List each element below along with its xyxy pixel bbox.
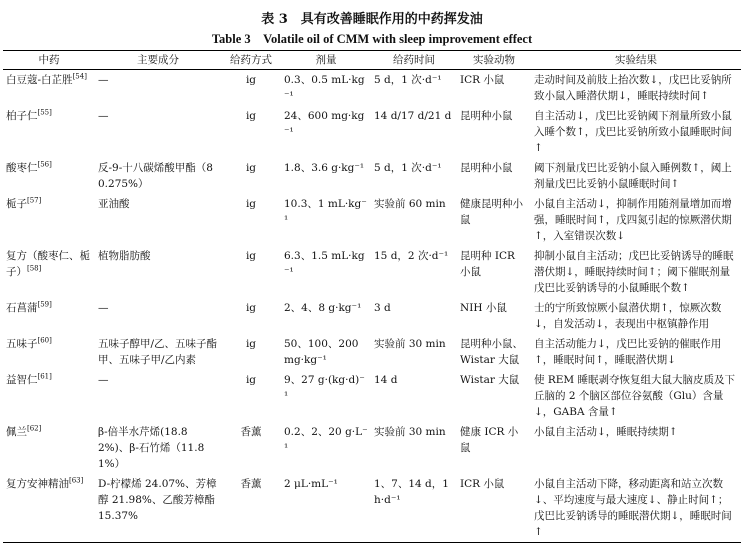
cell-component-text: 植物脂肪酸	[98, 250, 151, 262]
cell-result	[531, 246, 741, 298]
cell-dose	[281, 70, 371, 107]
reference-mark: [55]	[37, 108, 52, 117]
cell-route	[221, 334, 281, 370]
cell-dose	[281, 246, 371, 298]
col-header-dose: 剂量	[281, 51, 371, 70]
herb-name: 石菖蒲	[6, 302, 38, 314]
col-header-result: 实验结果	[531, 51, 741, 70]
cell-dose	[281, 334, 371, 370]
cell-herb	[3, 474, 95, 543]
cell-component	[95, 246, 221, 298]
cell-animal	[457, 106, 531, 158]
cell-animal-text: 健康昆明种小鼠	[460, 198, 523, 226]
table-title-cn: 表 3 具有改善睡眠作用的中药挥发油	[261, 12, 483, 27]
data-table	[3, 50, 741, 543]
cell-dose	[281, 194, 371, 246]
cell-route-text: ig	[245, 74, 257, 86]
cell-animal	[457, 474, 531, 543]
cell-result-text: 抑制小鼠自主活动；戊巴比妥钠诱导的睡眠潜伏期↓，睡眠持续时间↑；阈下催眠剂量戊巴比妥钠诱导的小鼠睡眠个数↑	[534, 250, 734, 294]
cell-component	[95, 158, 221, 194]
herb-name: 栀子	[6, 198, 27, 210]
cell-route-text: 香薰	[240, 426, 262, 438]
cell-animal-text: Wistar 大鼠	[460, 374, 520, 386]
cell-time	[371, 246, 457, 298]
cell-result-text: 自主活动能力↓，戊巴比妥钠的催眠作用↑，睡眠时间↑，睡眠潜伏期↓	[534, 338, 722, 366]
cell-result	[531, 474, 741, 543]
cell-animal-text: 昆明种小鼠	[460, 162, 513, 174]
table-row	[3, 158, 741, 194]
herb-name: 复方安神精油	[6, 478, 69, 490]
cell-herb	[3, 370, 95, 422]
cell-route	[221, 194, 281, 246]
cell-result-text: 阈下剂量戊巴比妥钠小鼠入睡例数↑，阈上剂量戊巴比妥钠小鼠睡眠时间↑	[534, 162, 732, 190]
cell-result-text: 自主活动↓，戊巴比妥钠阈下剂量所致小鼠入睡个数↑，戊巴比妥钠所致小鼠睡眠时间↑	[534, 110, 732, 154]
table-row	[3, 194, 741, 246]
header-row	[3, 51, 741, 70]
cell-time-text: 1、7、14 d，1 h·d⁻¹	[374, 478, 449, 506]
cell-time-text: 14 d/17 d/21 d	[374, 110, 452, 122]
cell-result	[531, 70, 741, 107]
cell-dose	[281, 106, 371, 158]
cell-animal	[457, 158, 531, 194]
cell-time-text: 3 d	[374, 302, 391, 314]
cell-result-text: 士的宁所致惊厥小鼠潜伏期↑，惊厥次数↓，自发活动↓，表现出中枢镇静作用	[534, 302, 722, 330]
cell-dose	[281, 474, 371, 543]
cell-time	[371, 334, 457, 370]
cell-animal-text: ICR 小鼠	[460, 74, 505, 86]
cell-animal-text: 健康 ICR 小鼠	[460, 426, 519, 454]
table-row	[3, 370, 741, 422]
cell-result	[531, 106, 741, 158]
cell-animal-text: ICR 小鼠	[460, 478, 505, 490]
cell-component-text: —	[98, 110, 109, 122]
reference-mark: [61]	[37, 372, 52, 381]
cell-route	[221, 370, 281, 422]
reference-mark: [56]	[37, 160, 52, 169]
cell-time	[371, 70, 457, 107]
cell-result	[531, 298, 741, 334]
reference-mark: [62]	[27, 424, 42, 433]
cell-animal	[457, 246, 531, 298]
reference-mark: [60]	[37, 336, 52, 345]
cell-animal	[457, 194, 531, 246]
cell-animal	[457, 70, 531, 107]
table-row	[3, 70, 741, 107]
cell-animal-text: 昆明种小鼠、Wistar 大鼠	[460, 338, 523, 366]
cell-time-text: 5 d，1 次·d⁻¹	[374, 74, 442, 86]
cell-herb	[3, 422, 95, 474]
herb-name: 佩兰	[6, 426, 27, 438]
cell-route-text: ig	[245, 250, 257, 262]
cell-component-text: β-倍半水芹烯(18.82%)、β-石竹烯（11.81%）	[98, 426, 205, 470]
reference-mark: [59]	[37, 300, 52, 309]
cell-component-text: 反-9-十八碳烯酸甲酯（80.275%）	[98, 162, 213, 190]
cell-animal	[457, 422, 531, 474]
cell-time	[371, 194, 457, 246]
cell-animal	[457, 370, 531, 422]
cell-time	[371, 298, 457, 334]
cell-route-text: ig	[245, 302, 257, 314]
cell-dose-text: 1.8、3.6 g·kg⁻¹	[284, 162, 365, 174]
cell-herb	[3, 246, 95, 298]
cell-result	[531, 334, 741, 370]
cell-route	[221, 246, 281, 298]
cell-component	[95, 474, 221, 543]
cell-animal-text: 昆明种小鼠	[460, 110, 513, 122]
cell-dose	[281, 158, 371, 194]
cell-animal	[457, 334, 531, 370]
table-body	[3, 70, 741, 543]
herb-name: 复方（酸枣仁、栀子）	[6, 250, 90, 278]
cell-component	[95, 422, 221, 474]
cell-result	[531, 370, 741, 422]
cell-component	[95, 334, 221, 370]
reference-mark: [57]	[27, 196, 42, 205]
cell-time-text: 实验前 30 min	[374, 426, 446, 438]
cell-result-text: 使 REM 睡眠剥夺恢复组大鼠大脑皮质及下丘脑的 2 个脑区部位谷氨酸（Glu）含量↓，GABA 含量↑	[534, 374, 735, 418]
cell-result-text: 小鼠自主活动↓，睡眠持续期↑	[534, 426, 678, 438]
herb-name: 柏子仁	[6, 110, 38, 122]
col-header-herb: 中药	[3, 51, 95, 70]
cell-component	[95, 298, 221, 334]
cell-component	[95, 370, 221, 422]
col-header-component: 主要成分	[95, 51, 221, 70]
cell-result-text: 走动时间及前肢上抬次数↓，戊巴比妥钠所致小鼠入睡潜伏期↓，睡眠持续时间↑	[534, 74, 732, 102]
cell-herb	[3, 194, 95, 246]
cell-result	[531, 422, 741, 474]
cell-dose-text: 10.3、1 mL·kg⁻¹	[284, 198, 367, 226]
cell-component-text: 五味子醇甲/乙、五味子酯甲、五味子甲/乙内素	[98, 338, 218, 366]
cell-component	[95, 194, 221, 246]
herb-name: 酸枣仁	[6, 162, 38, 174]
cell-herb	[3, 70, 95, 107]
cell-dose-text: 0.2、2、20 g·L⁻¹	[284, 426, 368, 454]
cell-herb	[3, 106, 95, 158]
cell-time	[371, 474, 457, 543]
cell-animal	[457, 298, 531, 334]
cell-time	[371, 370, 457, 422]
col-header-route: 给药方式	[221, 51, 281, 70]
cell-component-text: —	[98, 74, 109, 86]
cell-route-text: ig	[245, 110, 257, 122]
cell-animal-text: NIH 小鼠	[460, 302, 507, 314]
cell-herb	[3, 334, 95, 370]
cell-result	[531, 194, 741, 246]
cell-dose	[281, 422, 371, 474]
cell-dose-text: 9、27 g·(kg·d)⁻¹	[284, 374, 365, 402]
table-row	[3, 422, 741, 474]
table-row	[3, 106, 741, 158]
cell-dose-text: 50、100、200 mg·kg⁻¹	[284, 338, 359, 366]
cell-route	[221, 474, 281, 543]
cell-animal-text: 昆明种 ICR 小鼠	[460, 250, 515, 278]
herb-name: 五味子	[6, 338, 38, 350]
table-row	[3, 246, 741, 298]
reference-mark: [54]	[72, 72, 87, 81]
herb-name: 白豆蔻-白芷胜	[6, 74, 73, 86]
cell-time	[371, 106, 457, 158]
cell-time-text: 实验前 30 min	[374, 338, 446, 350]
cell-herb	[3, 158, 95, 194]
cell-herb	[3, 298, 95, 334]
cell-route-text: ig	[245, 198, 257, 210]
cell-component-text: D-柠檬烯 24.07%、芳樟醇 21.98%、乙酸芳樟酯 15.37%	[98, 478, 217, 522]
cell-time	[371, 158, 457, 194]
cell-component-text: —	[98, 374, 109, 386]
cell-route	[221, 422, 281, 474]
cell-route	[221, 70, 281, 107]
col-header-time: 给药时间	[371, 51, 457, 70]
cell-dose-text: 24、600 mg·kg⁻¹	[284, 110, 365, 138]
cell-component	[95, 70, 221, 107]
cell-time-text: 5 d，1 次·d⁻¹	[374, 162, 442, 174]
cell-result	[531, 158, 741, 194]
cell-route	[221, 158, 281, 194]
cell-route-text: ig	[245, 338, 257, 350]
table-row	[3, 298, 741, 334]
table-row	[3, 474, 741, 543]
reference-mark: [63]	[69, 476, 84, 485]
cell-route	[221, 106, 281, 158]
cell-dose	[281, 370, 371, 422]
cell-route-text: ig	[245, 374, 257, 386]
cell-dose-text: 6.3、1.5 mL·kg⁻¹	[284, 250, 365, 278]
cell-time-text: 15 d，2 次·d⁻¹	[374, 250, 449, 262]
cell-dose-text: 2、4、8 g·kg⁻¹	[284, 302, 362, 314]
cell-dose	[281, 298, 371, 334]
cell-time-text: 实验前 60 min	[374, 198, 446, 210]
cell-dose-text: 0.3、0.5 mL·kg⁻¹	[284, 74, 365, 102]
herb-name: 益智仁	[6, 374, 38, 386]
cell-route-text: 香薰	[240, 478, 262, 490]
cell-component-text: —	[98, 302, 109, 314]
table-row	[3, 334, 741, 370]
col-header-animal: 实验动物	[457, 51, 531, 70]
cell-time-text: 14 d	[374, 374, 398, 386]
table-title-en: Table 3 Volatile oil of CMM with sleep improvement effect	[211, 32, 533, 46]
cell-route-text: ig	[245, 162, 257, 174]
cell-component	[95, 106, 221, 158]
reference-mark: [58]	[27, 264, 42, 273]
cell-result-text: 小鼠自主活动↓，抑制作用随剂量增加而增强，睡眠时间↑，戊四氮引起的惊厥潜伏期↑，入室错误次数↓	[534, 198, 732, 242]
cell-dose-text: 2 μL·mL⁻¹	[284, 478, 338, 490]
cell-route	[221, 298, 281, 334]
cell-result-text: 小鼠自主活动下降，移动距离和站立次数↓、平均速度与最大速度↓、静止时间↑；戊巴比妥钠诱导的睡眠潜伏期↓，睡眠时间↑	[534, 478, 732, 538]
cell-time	[371, 422, 457, 474]
cell-component-text: 亚油酸	[98, 198, 130, 210]
